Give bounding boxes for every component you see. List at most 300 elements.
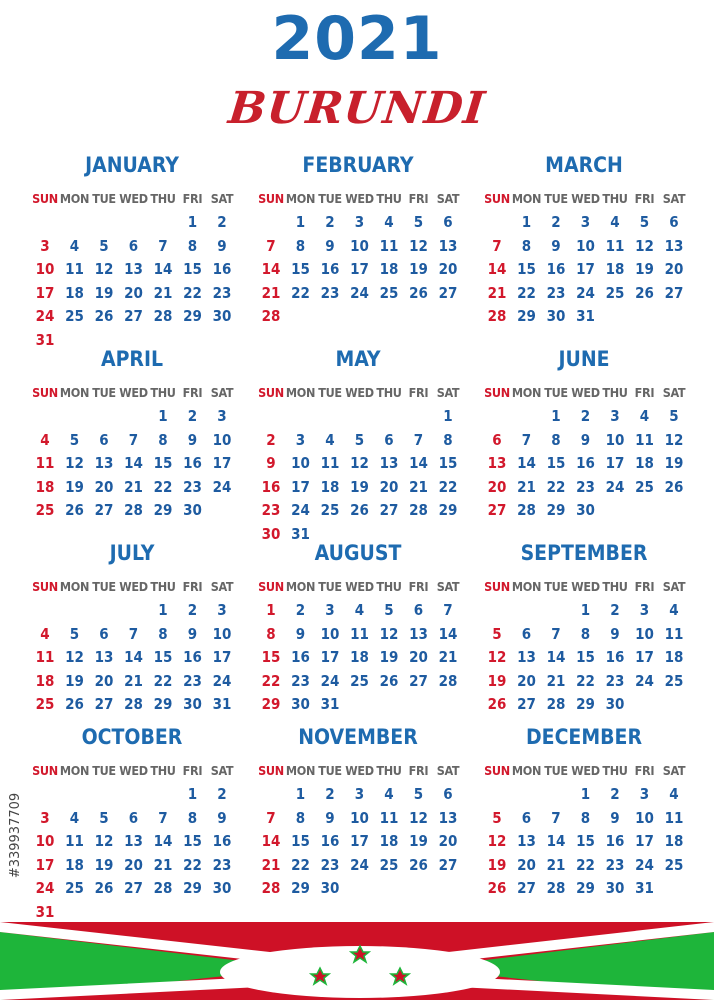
day-16: 16 (605, 832, 625, 850)
weekday-header-thu: THU (150, 191, 176, 206)
day-29: 29 (517, 307, 536, 325)
day-16: 16 (576, 454, 595, 472)
day-12: 12 (350, 454, 369, 472)
weekday-header-wed: WED (571, 385, 600, 400)
day-16: 16 (320, 260, 340, 278)
weekday-header-mon: MON (59, 579, 90, 594)
day-18: 18 (379, 832, 399, 850)
day-17: 17 (350, 832, 369, 850)
day-12: 12 (409, 236, 428, 255)
weekday-header-mon: MON (285, 385, 316, 400)
day-23: 23 (212, 283, 232, 302)
day-25: 25 (379, 855, 399, 874)
day-14: 14 (153, 832, 173, 850)
day-2: 2 (187, 407, 198, 425)
weekday-header-mon: MON (511, 763, 542, 778)
day-27: 27 (517, 695, 536, 713)
day-14: 14 (261, 832, 281, 850)
day-3: 3 (354, 213, 365, 231)
day-13: 13 (379, 454, 399, 472)
day-4: 4 (639, 407, 650, 425)
day-22: 22 (576, 855, 595, 874)
day-22: 22 (183, 855, 202, 874)
weekday-header-sat: SAT (436, 385, 460, 400)
weekday-header-sat: SAT (210, 763, 234, 778)
weekday-header-sat: SAT (210, 191, 234, 206)
weekday-header-tue: TUE (318, 579, 342, 594)
day-29: 29 (291, 879, 310, 897)
day-16: 16 (212, 260, 232, 278)
day-1: 1 (158, 601, 168, 619)
day-29: 29 (153, 501, 173, 519)
weekday-header-sun: SUN (32, 763, 58, 778)
day-24: 24 (576, 283, 595, 302)
day-15: 15 (183, 260, 202, 278)
day-12: 12 (94, 832, 114, 850)
day-27: 27 (438, 283, 458, 302)
day-2: 2 (295, 601, 306, 619)
day-24: 24 (291, 501, 310, 519)
day-15: 15 (153, 454, 173, 472)
day-29: 29 (438, 501, 458, 519)
day-24: 24 (35, 307, 55, 325)
day-24: 24 (350, 855, 369, 874)
day-23: 23 (605, 671, 625, 690)
day-2: 2 (610, 601, 620, 619)
day-8: 8 (158, 624, 168, 643)
day-26: 26 (94, 879, 114, 897)
weekday-header-mon: MON (511, 191, 542, 206)
day-19: 19 (409, 832, 428, 850)
weekday-header-tue: TUE (92, 579, 116, 594)
day-13: 13 (487, 454, 507, 472)
day-13: 13 (517, 648, 536, 666)
day-5: 5 (99, 236, 109, 255)
day-23: 23 (183, 671, 202, 690)
day-4: 4 (69, 236, 80, 255)
day-2: 2 (325, 213, 335, 231)
day-7: 7 (128, 430, 139, 449)
day-19: 19 (487, 671, 507, 690)
weekday-header-sun: SUN (32, 579, 58, 594)
day-28: 28 (153, 879, 173, 897)
day-17: 17 (212, 648, 232, 666)
day-23: 23 (320, 855, 340, 874)
weekday-header-thu: THU (602, 385, 628, 400)
day-8: 8 (187, 808, 198, 827)
day-24: 24 (35, 879, 55, 897)
day-6: 6 (443, 785, 453, 803)
weekday-header-fri: FRI (408, 763, 429, 778)
day-28: 28 (124, 695, 143, 713)
day-2: 2 (266, 430, 276, 449)
day-14: 14 (546, 832, 566, 850)
weekday-header-tue: TUE (318, 763, 342, 778)
day-30: 30 (605, 695, 625, 713)
day-12: 12 (65, 454, 84, 472)
day-30: 30 (261, 524, 281, 543)
day-22: 22 (291, 855, 310, 874)
day-20: 20 (124, 855, 143, 874)
weekday-header-sat: SAT (662, 385, 686, 400)
day-11: 11 (664, 624, 684, 643)
day-30: 30 (212, 307, 232, 325)
day-5: 5 (69, 430, 80, 449)
day-7: 7 (158, 808, 168, 827)
day-5: 5 (384, 601, 394, 619)
day-30: 30 (605, 879, 625, 897)
month-name: MAY (335, 347, 381, 371)
day-13: 13 (664, 236, 684, 255)
day-5: 5 (492, 624, 502, 643)
day-22: 22 (546, 477, 566, 496)
weekday-header-fri: FRI (634, 579, 655, 594)
weekday-header-sun: SUN (484, 763, 510, 778)
weekday-header-tue: TUE (544, 763, 568, 778)
day-21: 21 (546, 855, 566, 874)
day-26: 26 (635, 283, 654, 302)
day-30: 30 (212, 879, 232, 897)
day-29: 29 (576, 695, 595, 713)
day-31: 31 (576, 307, 595, 325)
weekday-header-thu: THU (150, 385, 176, 400)
day-26: 26 (350, 501, 369, 519)
day-1: 1 (295, 785, 306, 803)
day-8: 8 (295, 808, 306, 827)
day-10: 10 (605, 430, 625, 449)
day-21: 21 (153, 283, 173, 302)
day-2: 2 (610, 785, 620, 803)
day-7: 7 (551, 624, 561, 643)
day-8: 8 (551, 430, 561, 449)
day-25: 25 (65, 307, 84, 325)
day-13: 13 (124, 260, 143, 278)
day-9: 9 (266, 454, 276, 472)
day-1: 1 (551, 407, 561, 425)
day-9: 9 (187, 430, 198, 449)
day-22: 22 (517, 283, 536, 302)
day-24: 24 (212, 671, 232, 690)
weekday-header-thu: THU (150, 579, 176, 594)
day-12: 12 (379, 624, 399, 643)
day-26: 26 (65, 501, 84, 519)
day-6: 6 (128, 808, 139, 827)
day-4: 4 (669, 785, 679, 803)
month-name: APRIL (100, 347, 164, 371)
day-9: 9 (187, 624, 198, 643)
year-title: 2021 (271, 4, 443, 74)
day-9: 9 (610, 808, 620, 827)
day-17: 17 (350, 260, 369, 278)
day-7: 7 (521, 430, 532, 449)
day-20: 20 (94, 671, 114, 690)
day-15: 15 (291, 832, 310, 850)
day-27: 27 (94, 695, 114, 713)
weekday-header-thu: THU (376, 763, 402, 778)
day-24: 24 (635, 671, 654, 690)
day-22: 22 (183, 283, 202, 302)
day-26: 26 (487, 879, 507, 897)
day-20: 20 (124, 283, 143, 302)
weekday-header-mon: MON (511, 385, 542, 400)
day-1: 1 (266, 601, 276, 619)
day-9: 9 (325, 808, 335, 827)
weekday-header-sun: SUN (484, 385, 510, 400)
day-8: 8 (521, 236, 532, 255)
day-14: 14 (124, 454, 143, 472)
weekday-header-thu: THU (602, 579, 628, 594)
day-6: 6 (492, 430, 502, 449)
day-14: 14 (487, 260, 507, 278)
weekday-header-wed: WED (119, 579, 148, 594)
day-25: 25 (320, 501, 340, 519)
weekday-header-sun: SUN (258, 385, 284, 400)
day-20: 20 (438, 832, 458, 850)
day-17: 17 (212, 454, 232, 472)
day-31: 31 (35, 902, 55, 921)
day-27: 27 (94, 501, 114, 519)
day-26: 26 (65, 695, 84, 713)
day-17: 17 (635, 832, 654, 850)
day-22: 22 (153, 477, 173, 496)
day-20: 20 (517, 855, 536, 874)
day-1: 1 (521, 213, 532, 231)
day-17: 17 (35, 855, 55, 874)
country-title: BURUNDI (226, 83, 488, 134)
day-12: 12 (635, 236, 654, 255)
weekday-header-wed: WED (119, 191, 148, 206)
day-27: 27 (124, 307, 143, 325)
day-16: 16 (261, 477, 281, 496)
day-10: 10 (291, 454, 310, 472)
day-25: 25 (605, 283, 625, 302)
day-31: 31 (635, 879, 654, 897)
day-18: 18 (635, 454, 654, 472)
day-29: 29 (183, 307, 202, 325)
weekday-header-sun: SUN (258, 763, 284, 778)
day-14: 14 (409, 454, 428, 472)
burundi-flag-banner (0, 922, 714, 1000)
weekday-header-tue: TUE (544, 191, 568, 206)
day-16: 16 (320, 832, 340, 850)
day-18: 18 (379, 260, 399, 278)
day-8: 8 (580, 624, 591, 643)
day-10: 10 (35, 260, 55, 278)
day-28: 28 (261, 879, 281, 897)
day-15: 15 (153, 648, 173, 666)
day-27: 27 (664, 283, 684, 302)
day-19: 19 (664, 454, 684, 472)
day-21: 21 (409, 477, 428, 496)
day-2: 2 (580, 407, 591, 425)
day-4: 4 (384, 785, 394, 803)
month-name: OCTOBER (81, 725, 183, 749)
day-17: 17 (35, 283, 55, 302)
day-18: 18 (35, 671, 55, 690)
day-1: 1 (580, 601, 591, 619)
weekday-header-sun: SUN (32, 191, 58, 206)
day-2: 2 (551, 213, 561, 231)
day-28: 28 (153, 307, 173, 325)
day-11: 11 (605, 236, 625, 255)
day-21: 21 (487, 283, 507, 302)
day-11: 11 (350, 624, 369, 643)
stock-credit (4, 760, 28, 910)
day-2: 2 (187, 601, 198, 619)
day-22: 22 (261, 671, 281, 690)
day-13: 13 (94, 648, 114, 666)
day-1: 1 (580, 785, 591, 803)
day-20: 20 (487, 477, 507, 496)
day-29: 29 (261, 695, 281, 713)
day-8: 8 (187, 236, 198, 255)
day-14: 14 (124, 648, 143, 666)
month-name: JANUARY (85, 153, 179, 177)
day-6: 6 (99, 430, 109, 449)
day-4: 4 (669, 601, 679, 619)
day-18: 18 (35, 477, 55, 496)
day-6: 6 (521, 624, 532, 643)
day-17: 17 (605, 454, 625, 472)
weekday-header-tue: TUE (544, 385, 568, 400)
day-2: 2 (217, 213, 227, 231)
day-3: 3 (354, 785, 365, 803)
weekday-header-fri: FRI (634, 191, 655, 206)
weekday-header-wed: WED (119, 385, 148, 400)
day-31: 31 (291, 524, 310, 543)
day-4: 4 (325, 430, 335, 449)
day-23: 23 (291, 671, 310, 690)
day-27: 27 (517, 879, 536, 897)
weekday-header-tue: TUE (92, 763, 116, 778)
weekday-header-tue: TUE (318, 191, 342, 206)
day-3: 3 (639, 785, 650, 803)
day-28: 28 (409, 501, 428, 519)
day-31: 31 (212, 695, 232, 713)
day-24: 24 (320, 671, 340, 690)
day-3: 3 (580, 213, 591, 231)
weekday-header-sun: SUN (258, 579, 284, 594)
day-24: 24 (635, 855, 654, 874)
day-18: 18 (664, 832, 684, 850)
day-13: 13 (124, 832, 143, 850)
weekday-header-sat: SAT (662, 579, 686, 594)
day-17: 17 (320, 648, 340, 666)
day-23: 23 (605, 855, 625, 874)
day-30: 30 (546, 307, 566, 325)
day-11: 11 (35, 648, 55, 666)
weekday-header-sun: SUN (258, 191, 284, 206)
day-28: 28 (487, 307, 507, 325)
day-15: 15 (517, 260, 536, 278)
day-23: 23 (576, 477, 595, 496)
day-30: 30 (291, 695, 310, 713)
month-name: DECEMBER (525, 725, 643, 749)
day-26: 26 (94, 307, 114, 325)
day-6: 6 (669, 213, 679, 231)
weekday-header-fri: FRI (634, 763, 655, 778)
day-6: 6 (99, 624, 109, 643)
weekday-header-sat: SAT (210, 385, 234, 400)
day-4: 4 (69, 808, 80, 827)
day-12: 12 (409, 808, 428, 827)
day-21: 21 (438, 648, 458, 666)
day-19: 19 (350, 477, 369, 496)
day-10: 10 (350, 236, 369, 255)
day-7: 7 (128, 624, 139, 643)
weekday-header-tue: TUE (92, 385, 116, 400)
weekday-header-fri: FRI (634, 385, 655, 400)
weekday-header-fri: FRI (182, 579, 203, 594)
day-4: 4 (40, 624, 50, 643)
day-6: 6 (384, 430, 394, 449)
day-3: 3 (639, 601, 650, 619)
day-28: 28 (124, 501, 143, 519)
day-27: 27 (379, 501, 399, 519)
month-name: AUGUST (314, 541, 402, 565)
day-9: 9 (217, 236, 227, 255)
day-9: 9 (580, 430, 591, 449)
day-3: 3 (217, 407, 227, 425)
day-20: 20 (438, 260, 458, 278)
weekday-header-fri: FRI (182, 385, 203, 400)
day-13: 13 (438, 236, 458, 255)
month-name: FEBRUARY (302, 153, 414, 177)
day-18: 18 (605, 260, 625, 278)
day-16: 16 (546, 260, 566, 278)
day-19: 19 (487, 855, 507, 874)
weekday-header-wed: WED (571, 579, 600, 594)
day-11: 11 (65, 260, 84, 278)
weekday-header-wed: WED (571, 191, 600, 206)
day-4: 4 (354, 601, 365, 619)
weekday-header-wed: WED (345, 579, 374, 594)
day-6: 6 (128, 236, 139, 255)
day-10: 10 (635, 624, 654, 643)
day-10: 10 (320, 624, 340, 643)
day-7: 7 (443, 601, 453, 619)
day-18: 18 (320, 477, 340, 496)
day-2: 2 (217, 785, 227, 803)
weekday-header-tue: TUE (544, 579, 568, 594)
day-11: 11 (635, 430, 654, 449)
day-10: 10 (350, 808, 369, 827)
day-31: 31 (35, 330, 55, 349)
day-29: 29 (183, 879, 202, 897)
day-5: 5 (669, 407, 679, 425)
day-20: 20 (409, 648, 428, 666)
day-9: 9 (610, 624, 620, 643)
day-20: 20 (379, 477, 399, 496)
day-1: 1 (187, 213, 198, 231)
day-11: 11 (379, 808, 399, 827)
day-5: 5 (639, 213, 650, 231)
day-30: 30 (183, 695, 202, 713)
day-1: 1 (187, 785, 198, 803)
day-16: 16 (183, 454, 202, 472)
day-25: 25 (664, 855, 684, 874)
day-5: 5 (69, 624, 80, 643)
day-26: 26 (409, 283, 428, 302)
day-23: 23 (546, 283, 566, 302)
day-10: 10 (212, 430, 232, 449)
day-22: 22 (153, 671, 173, 690)
day-10: 10 (35, 832, 55, 850)
day-3: 3 (40, 808, 50, 827)
day-3: 3 (40, 236, 50, 255)
day-17: 17 (635, 648, 654, 666)
day-19: 19 (635, 260, 654, 278)
